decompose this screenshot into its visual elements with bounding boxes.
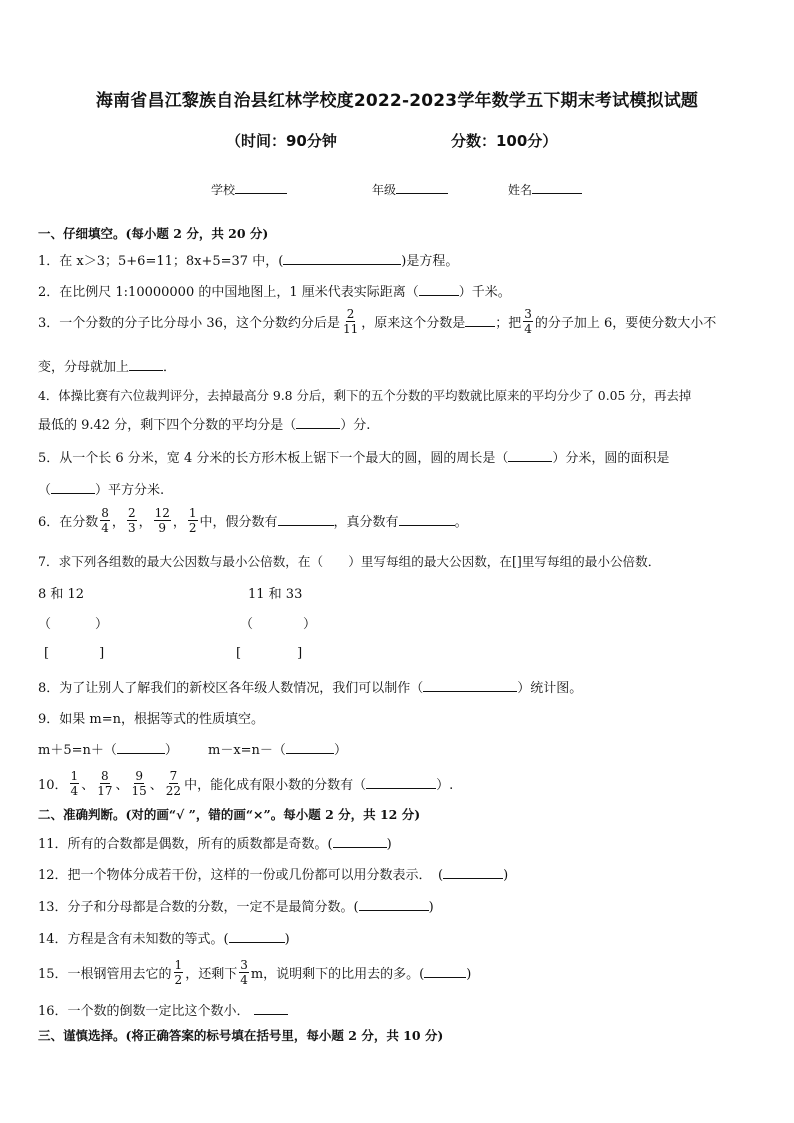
answer-blank-12[interactable]	[443, 866, 503, 879]
answer-blank-6a[interactable]	[278, 513, 334, 526]
fraction-7-22: $\frac{7}{22}$	[165, 769, 182, 798]
exam-time: （时间：90分钟	[226, 132, 337, 150]
question-9: 9．如果 m=n，根据等式的性质填空。	[38, 712, 264, 727]
name-label: 姓名	[508, 183, 533, 197]
name-field[interactable]	[508, 181, 582, 198]
name-blank[interactable]	[532, 181, 582, 194]
answer-blank-11[interactable]	[333, 835, 387, 848]
fraction-1-2: $\frac{1}{2}$	[188, 506, 197, 535]
fraction-1-4: $\frac{1}{4}$	[70, 769, 79, 798]
fraction-2-3: $\frac{2}{3}$	[127, 506, 136, 535]
answer-blank-3a[interactable]	[465, 314, 495, 327]
question-2: 2．在比例尺 1:10000000 的中国地图上，1 厘米代表实际距离（ ）千米。	[38, 285, 511, 300]
answer-blank-4[interactable]	[296, 416, 340, 429]
answer-blank-9b[interactable]	[286, 741, 334, 754]
answer-blank-8[interactable]	[423, 679, 517, 692]
school-field[interactable]	[211, 181, 287, 198]
fraction-8-17: $\frac{8}{17}$	[97, 769, 113, 798]
school-blank[interactable]	[235, 181, 287, 194]
question-12: 12．把一个物体分成若干份，这样的一份或几份都可以用分数表示． ( )	[38, 868, 509, 883]
answer-blank-5b[interactable]	[51, 481, 95, 494]
question-3: 3．一个分数的分子比分母小 36，这个分数约分后是 $\frac{2}{11}$ ，原来这个分数是 ；把 $\frac{3}{4}$ 的分子加上 6，要使分数大小不	[38, 307, 717, 336]
fraction-3-4: $\frac{3}{4}$	[240, 958, 248, 987]
question-5: 5．从一个长 6 分米，宽 4 分米的长方形木板上锯下一个最大的圆，圆的周长是（ ）分米，圆的面积是	[38, 451, 670, 466]
question-6: 6．在分数 $\frac{8}{4}$ ， $\frac{2}{3}$ ， $\frac{12}{9}$ ， $\frac{1}{2}$ 中，假分数有 ，真分数有 。	[38, 506, 468, 535]
question-13: 13．分子和分母都是合数的分数，一定不是最简分数。( )	[38, 900, 434, 915]
answer-blank-6b[interactable]	[399, 513, 455, 526]
answer-blank-1[interactable]	[283, 252, 401, 265]
question-7-group-1: 8 和 12	[38, 587, 85, 602]
answer-blank-5a[interactable]	[508, 449, 552, 462]
question-9-eq1: m＋5=n＋（ ）	[38, 743, 178, 758]
question-15: 15．一根钢管用去它的 $\frac{1}{2}$ ，还剩下 $\frac{3}{4}$ m，说明剩下的比用去的多。( )	[38, 958, 472, 987]
section2-heading: 二、准确判断。(对的画“√ ”，错的画“×”。每小题 2 分，共 12 分)	[38, 807, 421, 822]
exam-score: 分数：100分）	[451, 132, 558, 150]
question-5-cont: （ ）平方分米.	[38, 483, 165, 498]
answer-blank-9a[interactable]	[117, 741, 165, 754]
answer-lcm-2[interactable]: [ ]	[236, 646, 303, 661]
question-4: 4．体操比赛有六位裁判评分，去掉最高分 9.8 分后，剩下的五个分数的平均数就比原来的平均分少了 0.05 分，再去掉	[38, 388, 692, 403]
answer-blank-15[interactable]	[424, 965, 466, 978]
answer-gcd-1[interactable]: （ ）	[38, 617, 109, 632]
grade-field[interactable]	[372, 181, 448, 198]
answer-blank-10[interactable]	[366, 776, 436, 789]
answer-blank-3b[interactable]	[129, 358, 163, 371]
exam-title: 海南省昌江黎族自治县红林学校度2022-2023学年数学五下期末考试模拟试题	[95, 91, 699, 111]
fraction-12-9: $\frac{12}{9}$	[154, 506, 170, 535]
grade-blank[interactable]	[396, 181, 448, 194]
question-4-cont: 最低的 9.42 分，剩下四个分数的平均分是（ ）分.	[38, 418, 371, 433]
question-8: 8．为了让别人了解我们的新校区各年级人数情况，我们可以制作（ ）统计图。	[38, 681, 583, 696]
question-7-group-2: 11 和 33	[248, 587, 303, 602]
question-9-eq2: m－x=n－（ ）	[208, 743, 347, 758]
answer-blank-2[interactable]	[419, 283, 459, 296]
answer-blank-16[interactable]	[254, 1002, 288, 1015]
question-3-cont: 变，分母就加上 ．	[38, 360, 177, 375]
fraction-3-4: $\frac{3}{4}$	[524, 307, 532, 336]
answer-blank-14[interactable]	[229, 930, 285, 943]
question-16: 16．一个数的倒数一定比这个数小．	[38, 1000, 288, 1019]
question-11: 11．所有的合数都是偶数，所有的质数都是奇数。( )	[38, 837, 392, 852]
fraction-9-15: $\frac{9}{15}$	[131, 769, 147, 798]
school-label: 学校	[211, 183, 236, 197]
section1-heading: 一、仔细填空。(每小题 2 分，共 20 分)	[38, 226, 269, 241]
fraction-8-4: $\frac{8}{4}$	[101, 506, 109, 535]
question-10: 10． $\frac{1}{4}$ 、 $\frac{8}{17}$ 、 $\frac{9}{15}$ 、 $\frac{7}{22}$ 中，能化成有限小数的分数有（ ）.	[38, 769, 454, 798]
section3-heading: 三、谨慎选择。(将正确答案的标号填在括号里，每小题 2 分，共 10 分)	[38, 1028, 444, 1043]
answer-gcd-2[interactable]: （ ）	[240, 617, 317, 632]
question-1: 1．在 x＞3；5+6=11；8x+5=37 中，( )是方程。	[38, 254, 459, 269]
grade-label: 年级	[372, 183, 397, 197]
answer-blank-13[interactable]	[359, 898, 429, 911]
question-14: 14．方程是含有未知数的等式。( )	[38, 932, 290, 947]
fraction-2-11: $\frac{2}{11}$	[342, 307, 359, 336]
answer-lcm-1[interactable]: [ ]	[44, 646, 105, 661]
question-7: 7．求下列各组数的最大公因数与最小公倍数，在（ ）里写每组的最大公因数，在[]里写每组的最小公倍数．	[38, 554, 661, 569]
fraction-1-2: $\frac{1}{2}$	[174, 958, 183, 987]
